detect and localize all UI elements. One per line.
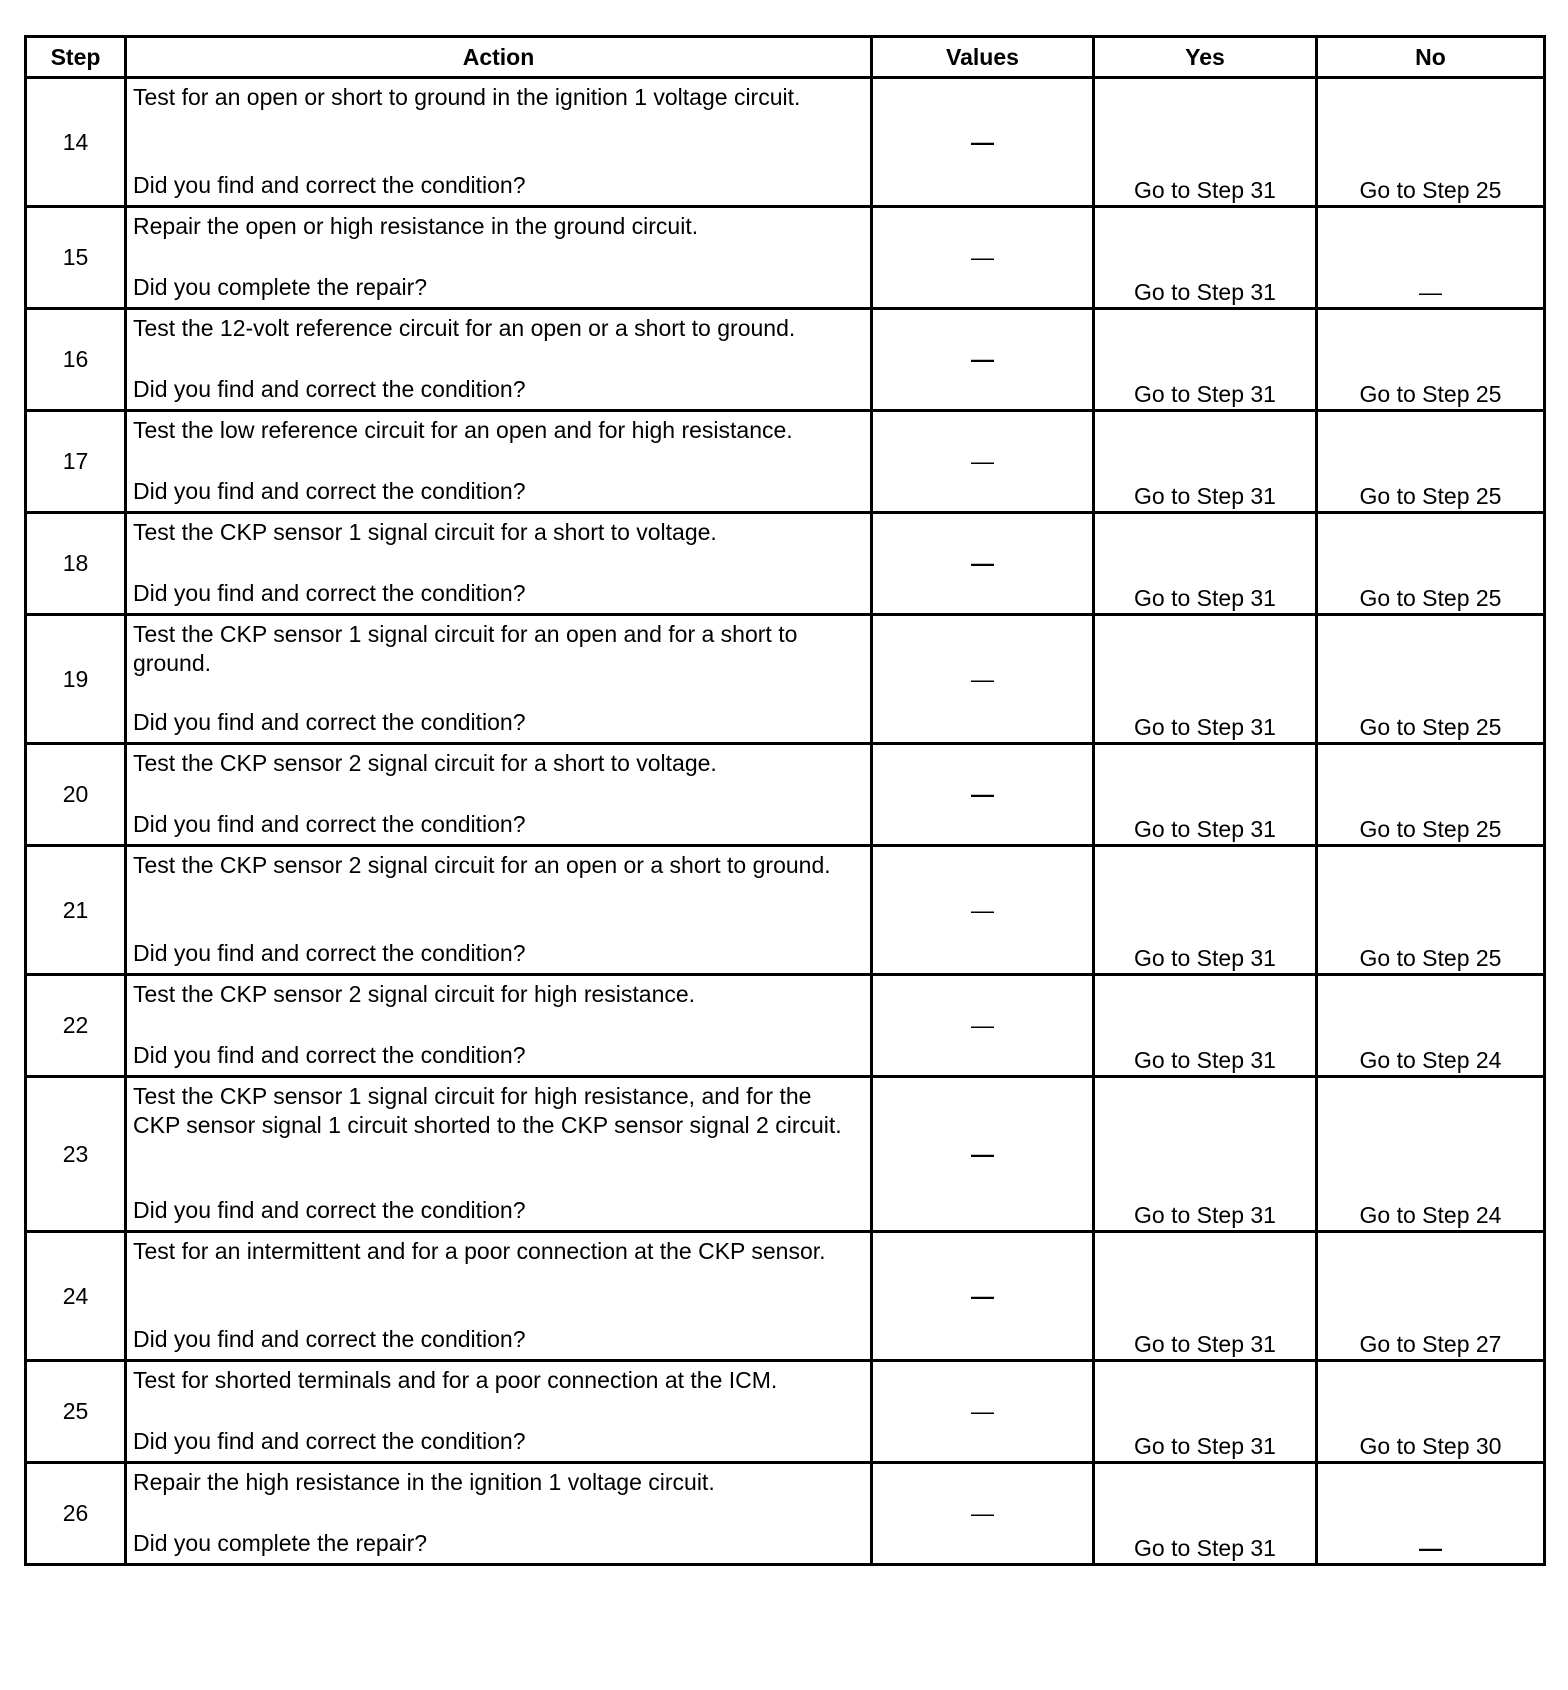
step-number: 22 bbox=[26, 975, 126, 1077]
action-question: Did you find and correct the condition? bbox=[133, 1042, 526, 1068]
no-cell: Go to Step 24 bbox=[1317, 1077, 1545, 1232]
values-cell: — bbox=[872, 411, 1094, 513]
step-number: 17 bbox=[26, 411, 126, 513]
yes-cell: Go to Step 31 bbox=[1094, 1463, 1317, 1565]
action-question: Did you find and correct the condition? bbox=[133, 1428, 526, 1454]
values-cell: — bbox=[872, 309, 1094, 411]
action-cell bbox=[126, 411, 872, 513]
table-row bbox=[26, 309, 1545, 411]
values-cell: — bbox=[872, 615, 1094, 744]
yes-cell: Go to Step 31 bbox=[1094, 1232, 1317, 1361]
step-number: 16 bbox=[26, 309, 126, 411]
step-number: 19 bbox=[26, 615, 126, 744]
action-cell bbox=[126, 1232, 872, 1361]
table-row bbox=[26, 411, 1545, 513]
values-cell: — bbox=[872, 1232, 1094, 1361]
step-number: 24 bbox=[26, 1232, 126, 1361]
table-row bbox=[26, 513, 1545, 615]
action-question: Did you complete the repair? bbox=[133, 274, 428, 300]
yes-cell: Go to Step 31 bbox=[1094, 1077, 1317, 1232]
table-row bbox=[26, 975, 1545, 1077]
action-text: Test for shorted terminals and for a poor connection at the ICM. bbox=[133, 1367, 778, 1393]
action-text: Repair the open or high resistance in the ground circuit. bbox=[133, 213, 699, 239]
table-row bbox=[26, 207, 1545, 309]
action-cell bbox=[126, 78, 872, 207]
no-cell: Go to Step 25 bbox=[1317, 309, 1545, 411]
action-question: Did you find and correct the condition? bbox=[133, 1197, 526, 1223]
action-text: Repair the high resistance in the ignition 1 voltage circuit. bbox=[133, 1469, 715, 1495]
action-cell bbox=[126, 615, 872, 744]
diagnostic-table bbox=[24, 35, 1546, 1566]
action-question: Did you complete the repair? bbox=[133, 1530, 428, 1556]
no-cell: — bbox=[1317, 207, 1545, 309]
table-row bbox=[26, 846, 1545, 975]
header-values: Values bbox=[872, 37, 1094, 78]
action-text: Test for an open or short to ground in the ignition 1 voltage circuit. bbox=[133, 84, 801, 110]
action-text: Test the 12-volt reference circuit for an open or a short to ground. bbox=[133, 315, 796, 341]
step-number: 23 bbox=[26, 1077, 126, 1232]
step-number: 20 bbox=[26, 744, 126, 846]
no-cell: Go to Step 25 bbox=[1317, 744, 1545, 846]
action-text: Test the CKP sensor 1 signal circuit for an open and for a short to ground. bbox=[133, 621, 798, 676]
no-cell: Go to Step 24 bbox=[1317, 975, 1545, 1077]
action-question: Did you find and correct the condition? bbox=[133, 811, 526, 837]
action-cell bbox=[126, 1077, 872, 1232]
step-number: 14 bbox=[26, 78, 126, 207]
table-row bbox=[26, 1361, 1545, 1463]
action-text: Test the low reference circuit for an open and for high resistance. bbox=[133, 417, 793, 443]
values-cell: — bbox=[872, 1077, 1094, 1232]
action-question: Did you find and correct the condition? bbox=[133, 478, 526, 504]
yes-cell: Go to Step 31 bbox=[1094, 207, 1317, 309]
values-cell: — bbox=[872, 744, 1094, 846]
header-step: Step bbox=[26, 37, 126, 78]
action-question: Did you find and correct the condition? bbox=[133, 172, 526, 198]
no-cell: Go to Step 25 bbox=[1317, 78, 1545, 207]
table-row bbox=[26, 1463, 1545, 1565]
table-row bbox=[26, 1077, 1545, 1232]
action-cell bbox=[126, 309, 872, 411]
values-cell: — bbox=[872, 207, 1094, 309]
yes-cell: Go to Step 31 bbox=[1094, 513, 1317, 615]
table-row bbox=[26, 744, 1545, 846]
header-action: Action bbox=[126, 37, 872, 78]
step-number: 26 bbox=[26, 1463, 126, 1565]
no-cell: Go to Step 25 bbox=[1317, 411, 1545, 513]
action-text: Test the CKP sensor 1 signal circuit for high resistance, and for the CKP sensor signal 1 circuit shorted to the CKP sensor signal 2 circuit. bbox=[133, 1083, 842, 1138]
action-cell bbox=[126, 513, 872, 615]
no-cell: Go to Step 25 bbox=[1317, 513, 1545, 615]
yes-cell: Go to Step 31 bbox=[1094, 846, 1317, 975]
yes-cell: Go to Step 31 bbox=[1094, 1361, 1317, 1463]
header-no: No bbox=[1317, 37, 1545, 78]
header-row bbox=[26, 37, 1545, 78]
action-text: Test for an intermittent and for a poor connection at the CKP sensor. bbox=[133, 1238, 826, 1264]
action-cell bbox=[126, 1463, 872, 1565]
values-cell: — bbox=[872, 1463, 1094, 1565]
step-number: 15 bbox=[26, 207, 126, 309]
yes-cell: Go to Step 31 bbox=[1094, 615, 1317, 744]
yes-cell: Go to Step 31 bbox=[1094, 744, 1317, 846]
action-cell bbox=[126, 207, 872, 309]
action-question: Did you find and correct the condition? bbox=[133, 709, 526, 735]
action-cell bbox=[126, 975, 872, 1077]
action-question: Did you find and correct the condition? bbox=[133, 580, 526, 606]
step-number: 18 bbox=[26, 513, 126, 615]
action-cell bbox=[126, 744, 872, 846]
no-cell: — bbox=[1317, 1463, 1545, 1565]
no-cell: Go to Step 27 bbox=[1317, 1232, 1545, 1361]
action-cell bbox=[126, 1361, 872, 1463]
action-question: Did you find and correct the condition? bbox=[133, 1326, 526, 1352]
table-row bbox=[26, 1232, 1545, 1361]
no-cell: Go to Step 25 bbox=[1317, 615, 1545, 744]
values-cell: — bbox=[872, 513, 1094, 615]
no-cell: Go to Step 25 bbox=[1317, 846, 1545, 975]
table-row bbox=[26, 78, 1545, 207]
values-cell: — bbox=[872, 78, 1094, 207]
values-cell: — bbox=[872, 975, 1094, 1077]
values-cell: — bbox=[872, 1361, 1094, 1463]
values-cell: — bbox=[872, 846, 1094, 975]
action-text: Test the CKP sensor 2 signal circuit for a short to voltage. bbox=[133, 750, 717, 776]
yes-cell: Go to Step 31 bbox=[1094, 975, 1317, 1077]
action-question: Did you find and correct the condition? bbox=[133, 376, 526, 402]
table-row bbox=[26, 615, 1545, 744]
yes-cell: Go to Step 31 bbox=[1094, 78, 1317, 207]
header-yes: Yes bbox=[1094, 37, 1317, 78]
yes-cell: Go to Step 31 bbox=[1094, 411, 1317, 513]
action-cell bbox=[126, 846, 872, 975]
action-text: Test the CKP sensor 1 signal circuit for a short to voltage. bbox=[133, 519, 717, 545]
step-number: 21 bbox=[26, 846, 126, 975]
no-cell: Go to Step 30 bbox=[1317, 1361, 1545, 1463]
action-question: Did you find and correct the condition? bbox=[133, 940, 526, 966]
action-text: Test the CKP sensor 2 signal circuit for high resistance. bbox=[133, 981, 696, 1007]
action-text: Test the CKP sensor 2 signal circuit for an open or a short to ground. bbox=[133, 852, 831, 878]
step-number: 25 bbox=[26, 1361, 126, 1463]
yes-cell: Go to Step 31 bbox=[1094, 309, 1317, 411]
